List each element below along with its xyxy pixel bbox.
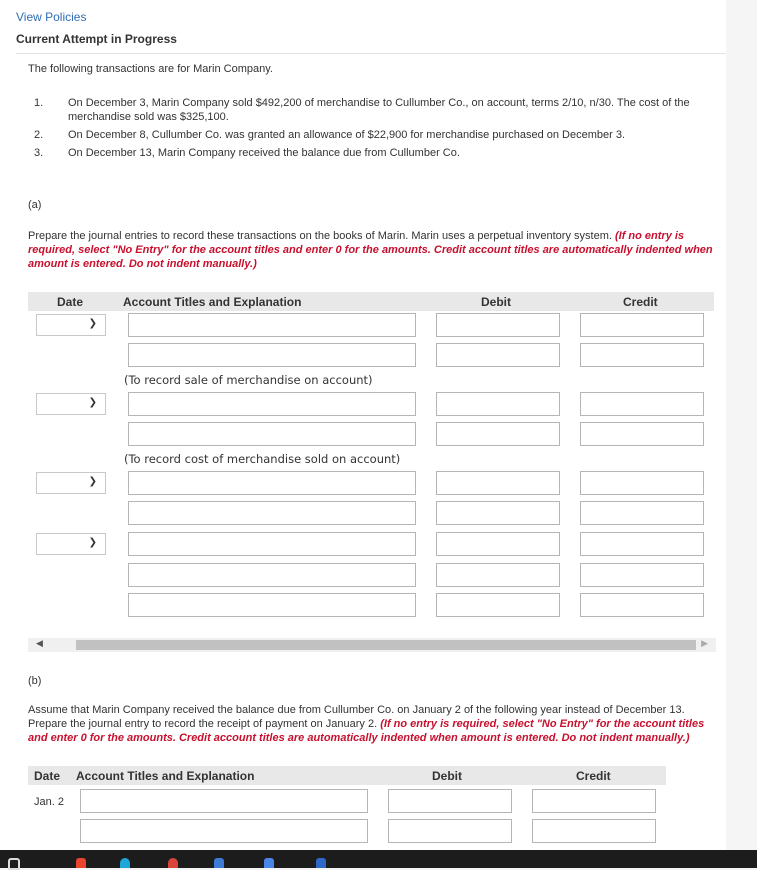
chevron-down-icon: ❯ bbox=[88, 476, 97, 487]
chevron-down-icon: ❯ bbox=[88, 397, 97, 408]
chevron-down-icon: ❯ bbox=[88, 318, 97, 329]
account-title-input[interactable] bbox=[128, 532, 416, 556]
instruction-note: (If no entry is required, select "No Entry" for the account titles and enter 0 for the amounts. Credit account titles are automatically indented when amount is entered. Do not indent manually.) bbox=[28, 230, 713, 270]
journal-table-header bbox=[28, 766, 666, 785]
credit-input[interactable] bbox=[580, 343, 704, 367]
account-title-input[interactable] bbox=[128, 501, 416, 525]
credit-input[interactable] bbox=[580, 532, 704, 556]
account-title-input[interactable] bbox=[128, 471, 416, 495]
debit-input[interactable] bbox=[436, 343, 560, 367]
app-icon[interactable] bbox=[264, 858, 274, 868]
chrome-icon[interactable] bbox=[168, 858, 178, 868]
account-title-input[interactable] bbox=[128, 343, 416, 367]
transaction-text: On December 13, Marin Company received the balance due from Cullumber Co. bbox=[68, 147, 460, 159]
credit-input[interactable] bbox=[580, 471, 704, 495]
app-icon[interactable] bbox=[214, 858, 224, 868]
debit-input[interactable] bbox=[388, 819, 512, 843]
transaction-list bbox=[34, 96, 706, 164]
browser-icon[interactable] bbox=[120, 858, 130, 868]
debit-input[interactable] bbox=[436, 532, 560, 556]
instruction-text: Prepare the journal entries to record these transactions on the books of Marin. Marin uses a perpetual inventory system. bbox=[28, 230, 612, 242]
instruction-text: Assume that Marin Company received the balance due from Cullumber Co. on January 2 of the following year instead of December 13. Prepare the journal entry to record the receipt of payment on January 2. bbox=[28, 704, 685, 730]
app-icon[interactable] bbox=[316, 858, 326, 868]
attempt-status: Current Attempt in Progress bbox=[16, 32, 177, 46]
horizontal-scrollbar[interactable] bbox=[28, 638, 716, 652]
snip-tool-icon[interactable] bbox=[8, 858, 20, 870]
arrow-right-icon[interactable]: ▶ bbox=[701, 638, 708, 648]
problem-intro: The following transactions are for Marin Company. bbox=[28, 63, 273, 75]
chevron-down-icon: ❯ bbox=[88, 537, 97, 548]
debit-input[interactable] bbox=[388, 789, 512, 813]
journal-table-header bbox=[28, 292, 714, 311]
part-b-instruction bbox=[28, 703, 718, 745]
credit-input[interactable] bbox=[580, 593, 704, 617]
part-a-instruction bbox=[28, 229, 718, 271]
date-column-header: Date bbox=[34, 769, 61, 783]
debit-input[interactable] bbox=[436, 313, 560, 337]
credit-input[interactable] bbox=[580, 392, 704, 416]
credit-input[interactable] bbox=[580, 563, 704, 587]
account-column-header: Account Titles and Explanation bbox=[123, 295, 302, 309]
account-title-input[interactable] bbox=[128, 422, 416, 446]
account-column-header: Account Titles and Explanation bbox=[76, 769, 255, 783]
part-a-label: (a) bbox=[28, 199, 42, 211]
transaction-text: On December 3, Marin Company sold $492,200 of merchandise to Cullumber Co., on account, terms 2/10, n/30. The cost of the merchandise sold was $325,100. bbox=[68, 97, 690, 123]
debit-column-header: Debit bbox=[432, 769, 462, 783]
debit-input[interactable] bbox=[436, 471, 560, 495]
list-item bbox=[34, 128, 706, 142]
credit-input[interactable] bbox=[532, 789, 656, 813]
credit-input[interactable] bbox=[580, 501, 704, 525]
account-title-input[interactable] bbox=[128, 313, 416, 337]
debit-input[interactable] bbox=[436, 593, 560, 617]
credit-column-header: Credit bbox=[623, 295, 658, 309]
account-title-input[interactable] bbox=[128, 392, 416, 416]
date-column-header: Date bbox=[57, 295, 84, 309]
part-b-label: (b) bbox=[28, 675, 42, 687]
transaction-number: 1. bbox=[34, 97, 44, 109]
credit-column-header: Credit bbox=[576, 769, 611, 783]
debit-input[interactable] bbox=[436, 392, 560, 416]
list-item bbox=[34, 96, 706, 124]
transaction-text: On December 8, Cullumber Co. was granted an allowance of $22,900 for merchandise purchased on December 3. bbox=[68, 129, 626, 141]
divider bbox=[16, 53, 726, 54]
entry-explanation: (To record sale of merchandise on account) bbox=[124, 373, 373, 387]
arrow-left-icon[interactable]: ◀ bbox=[36, 638, 43, 648]
debit-input[interactable] bbox=[436, 563, 560, 587]
debit-column-header: Debit bbox=[481, 295, 511, 309]
credit-input[interactable] bbox=[580, 313, 704, 337]
credit-input[interactable] bbox=[532, 819, 656, 843]
scrollbar-thumb[interactable] bbox=[76, 640, 696, 650]
account-title-input[interactable] bbox=[128, 563, 416, 587]
account-title-input[interactable] bbox=[80, 819, 368, 843]
entry-explanation: (To record cost of merchandise sold on account) bbox=[124, 452, 401, 466]
credit-input[interactable] bbox=[580, 422, 704, 446]
app-icon[interactable] bbox=[76, 858, 86, 868]
entry-date: Jan. 2 bbox=[34, 796, 64, 808]
view-policies-link[interactable]: View Policies bbox=[16, 10, 87, 24]
instruction-note: (If no entry is required, select "No Entry" for the account titles and enter 0 for the amounts. Credit account titles are automatically indented when amount is entered. Do not indent manually.) bbox=[28, 718, 705, 744]
transaction-number: 3. bbox=[34, 147, 44, 159]
debit-input[interactable] bbox=[436, 422, 560, 446]
account-title-input[interactable] bbox=[128, 593, 416, 617]
debit-input[interactable] bbox=[436, 501, 560, 525]
os-taskbar bbox=[0, 850, 757, 868]
date-select[interactable] bbox=[36, 314, 106, 336]
list-item bbox=[34, 146, 706, 160]
date-select[interactable] bbox=[36, 472, 106, 494]
account-title-input[interactable] bbox=[80, 789, 368, 813]
transaction-number: 2. bbox=[34, 129, 44, 141]
date-select[interactable] bbox=[36, 393, 106, 415]
date-select[interactable] bbox=[36, 533, 106, 555]
